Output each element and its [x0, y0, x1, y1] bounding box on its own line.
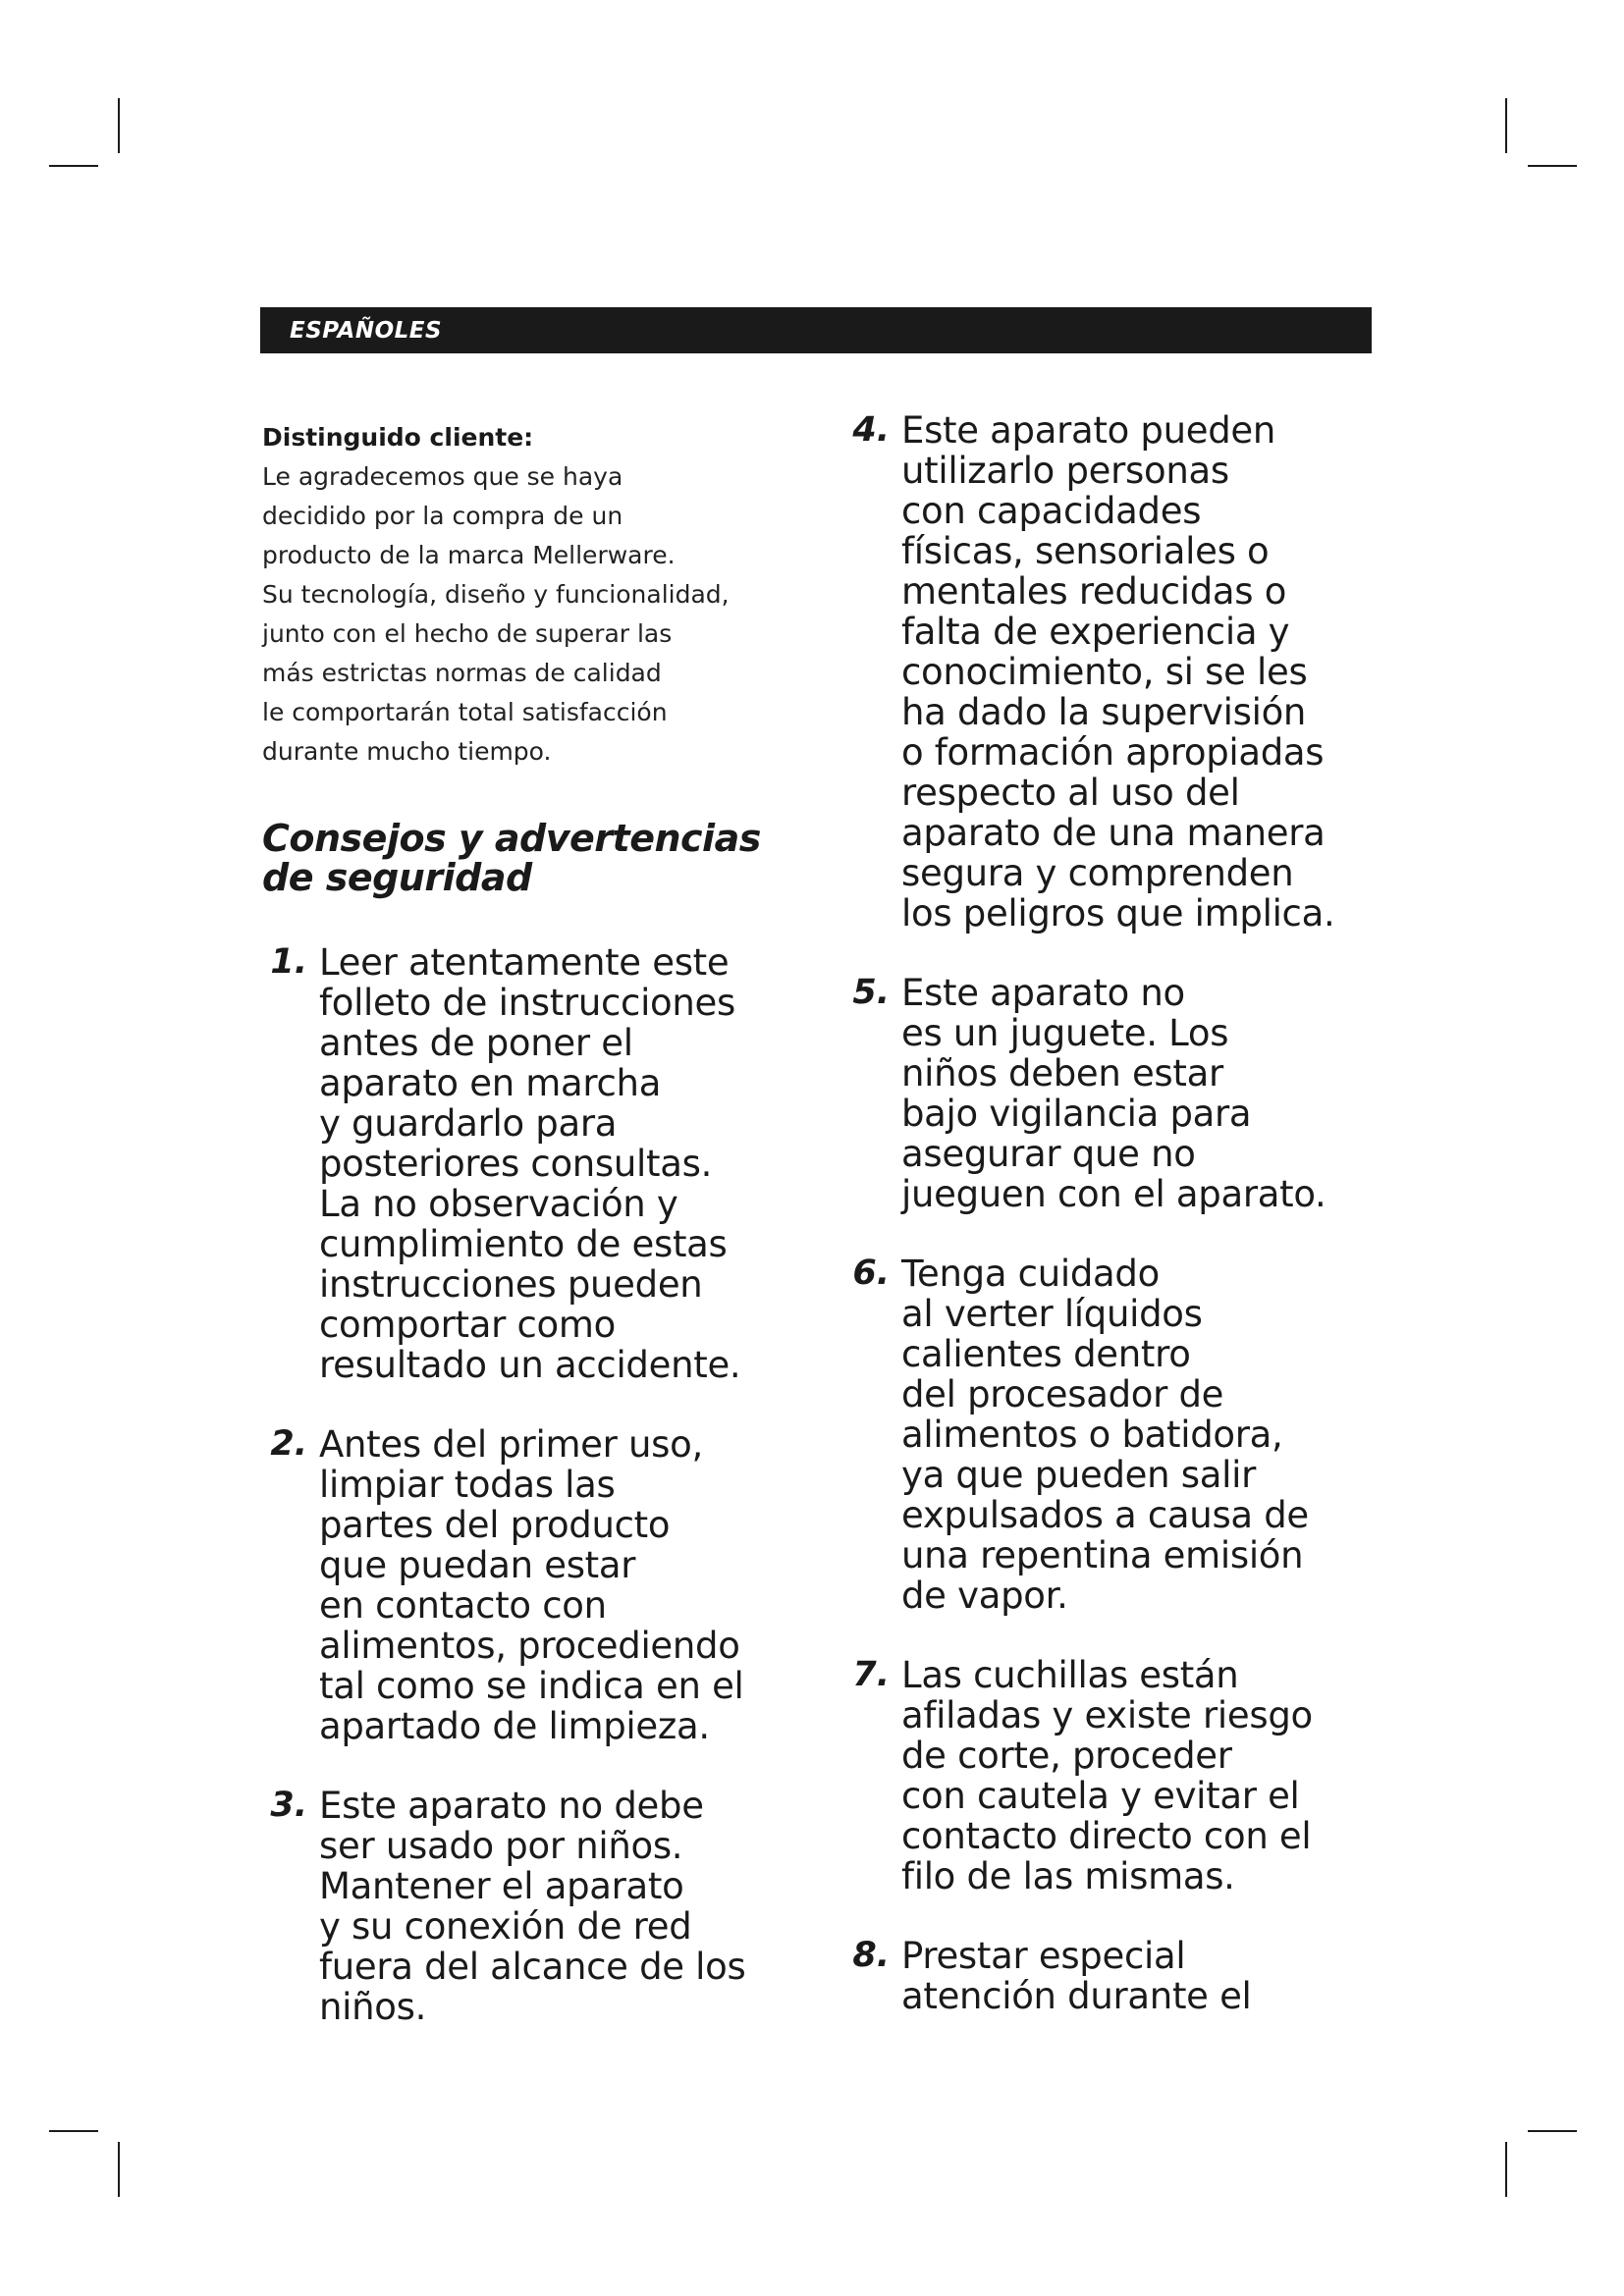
language-label: ESPAÑOLES: [290, 317, 443, 344]
item-number: 8.: [852, 1936, 890, 1975]
safety-item-4: [850, 410, 1400, 934]
safety-item-3: [262, 1786, 812, 2027]
item-number: 4.: [852, 410, 890, 450]
crop-mark-top-right-horizontal: [1528, 165, 1577, 167]
safety-item-1: [262, 942, 812, 1385]
item-text: Antes del primer uso, limpiar todas las partes del producto que puedan estar en contacto con alimentos, procediendo tal como se indica en el apartado de limpieza.: [319, 1423, 744, 1747]
crop-mark-bottom-right-vertical: [1505, 2142, 1507, 2197]
safety-item-6: [850, 1254, 1400, 1616]
language-header-bar: [260, 307, 1372, 353]
crop-mark-bottom-left-horizontal: [49, 2130, 98, 2132]
item-text: Este aparato no debe ser usado por niños. Mantener el aparato y su conexión de red fuera del alcance de los niños.: [319, 1785, 746, 2028]
item-number: 2.: [270, 1424, 307, 1464]
item-number: 1.: [270, 942, 307, 982]
greeting: Distinguido cliente:: [262, 423, 534, 452]
item-number: 7.: [852, 1655, 890, 1694]
left-column: [262, 418, 812, 2027]
crop-mark-bottom-right-horizontal: [1528, 2130, 1577, 2132]
right-column: [850, 410, 1400, 2016]
item-text: Este aparato no es un juguete. Los niños deben estar bajo vigilancia para asegurar que no jueguen con el aparato.: [901, 972, 1326, 1215]
item-text: Tenga cuidado al verter líquidos calientes dentro del procesador de alimentos o batidora, ya que pueden salir expulsados a causa de una repentina emisión de vapor.: [901, 1253, 1309, 1617]
safety-item-2: [262, 1424, 812, 1746]
crop-mark-bottom-left-vertical: [118, 2142, 120, 2197]
item-text: Prestar especial atención durante el: [901, 1935, 1252, 2017]
item-number: 5.: [852, 973, 890, 1012]
item-text: Leer atentamente este folleto de instrucciones antes de poner el aparato en marcha y guardarlo para posteriores consultas. La no observación y cumplimiento de estas instrucciones pueden comportar como resultado un accidente.: [319, 941, 741, 1386]
section-title: Consejos y advertencias de seguridad: [262, 817, 761, 899]
item-number: 3.: [270, 1786, 307, 1825]
crop-mark-top-left-vertical: [118, 98, 120, 153]
safety-item-8: [850, 1936, 1400, 2016]
intro-paragraph: Le agradecemos que se haya decidido por la compra de un producto de la marca Mellerware. Su tecnología, diseño y funcionalidad, junto con el hecho de superar las más estrictas normas de calidad le comportarán total satisfacción durante mucho tiempo.: [262, 462, 730, 766]
item-text: Este aparato pueden utilizarlo personas con capacidades físicas, sensoriales o mentales reducidas o falta de experiencia y conocimiento, si se les ha dado la supervisión o formación apropiadas respecto al uso del aparato de una manera segura y comprenden los peligros que implica.: [901, 409, 1335, 934]
safety-item-5: [850, 973, 1400, 1214]
item-number: 6.: [852, 1254, 890, 1293]
crop-mark-top-right-vertical: [1505, 98, 1507, 153]
safety-item-7: [850, 1655, 1400, 1896]
item-text: Las cuchillas están afiladas y existe riesgo de corte, proceder con cautela y evitar el contacto directo con el filo de las mismas.: [901, 1654, 1313, 1897]
crop-mark-top-left-horizontal: [49, 165, 98, 167]
